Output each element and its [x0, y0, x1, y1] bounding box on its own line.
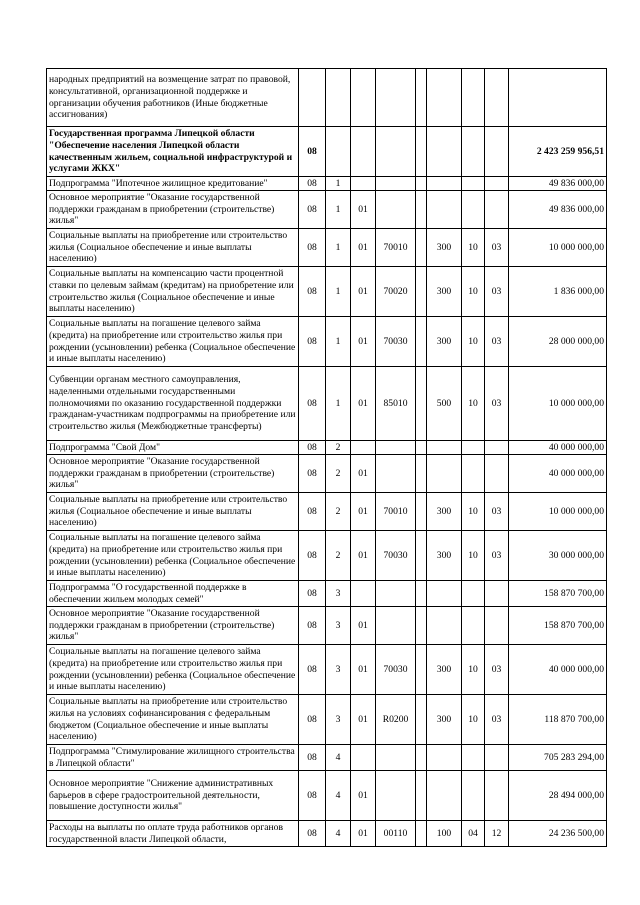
row-name-cell: Основное мероприятие "Оказание государственной поддержки гражданам в приобретении (строительстве) жилья" [47, 455, 299, 493]
row-name-cell: Социальные выплаты на приобретение или строительство жилья (Социальное обеспечение и иные выплаты населению) [47, 229, 299, 267]
budget-table-page [46, 68, 607, 847]
direction-code-cell [376, 177, 416, 191]
row-name-cell: народных предприятий на возмещение затрат по правовой, консультативной, организационной поддержке и организации обучения работников (Иные бюджетные ассигнования) [47, 69, 299, 127]
expense-type-code-cell [427, 177, 462, 191]
subprogram-code-cell: 1 [326, 267, 351, 317]
expense-type-code-cell [427, 441, 462, 455]
section-code-cell: 08 [299, 127, 326, 177]
direction-code-cell: 85010 [376, 367, 416, 441]
section-cell: 10 [462, 531, 485, 581]
table-row [47, 127, 607, 177]
amount-cell: 158 870 700,00 [509, 581, 607, 607]
direction-code-cell [376, 441, 416, 455]
row-name-cell: Государственная программа Липецкой области "Обеспечение населения Липецкой области качественным жильем, социальной инфраструктурой и услугами ЖКХ" [47, 127, 299, 177]
subprogram-code-cell: 3 [326, 607, 351, 645]
main-activity-code-cell: 01 [351, 771, 376, 821]
expense-type-code-cell: 300 [427, 531, 462, 581]
main-activity-code-cell [351, 69, 376, 127]
section-cell: 10 [462, 645, 485, 695]
subsection-cell [485, 441, 509, 455]
subsection-cell: 03 [485, 695, 509, 745]
subprogram-code-cell: 1 [326, 229, 351, 267]
row-name-cell: Основное мероприятие "Оказание государственной поддержки гражданам в приобретении (строительстве) жилья" [47, 191, 299, 229]
main-activity-code-cell [351, 745, 376, 771]
spacer-cell [416, 745, 427, 771]
amount-cell [509, 69, 607, 127]
section-cell [462, 127, 485, 177]
row-name-cell: Социальные выплаты на приобретение или строительство жилья на условиях софинансирования с федеральным бюджетом (Социальное обеспечение и иные выплаты населению) [47, 695, 299, 745]
row-name-cell: Подпрограмма "О государственной поддержке в обеспечении жильем молодых семей" [47, 581, 299, 607]
subsection-cell [485, 127, 509, 177]
table-row [47, 771, 607, 821]
subprogram-code-cell [326, 127, 351, 177]
subsection-cell [485, 455, 509, 493]
spacer-cell [416, 367, 427, 441]
subsection-cell: 03 [485, 367, 509, 441]
section-cell [462, 441, 485, 455]
expense-type-code-cell: 300 [427, 317, 462, 367]
section-cell [462, 191, 485, 229]
spacer-cell [416, 455, 427, 493]
table-row [47, 191, 607, 229]
table-row [47, 69, 607, 127]
expense-type-code-cell: 300 [427, 645, 462, 695]
table-row [47, 745, 607, 771]
direction-code-cell [376, 771, 416, 821]
subsection-cell: 03 [485, 267, 509, 317]
amount-cell: 49 836 000,00 [509, 191, 607, 229]
table-row [47, 821, 607, 847]
subsection-cell [485, 177, 509, 191]
expense-type-code-cell [427, 745, 462, 771]
subprogram-code-cell: 1 [326, 367, 351, 441]
spacer-cell [416, 229, 427, 267]
spacer-cell [416, 695, 427, 745]
table-row [47, 229, 607, 267]
amount-cell: 10 000 000,00 [509, 493, 607, 531]
section-code-cell: 08 [299, 581, 326, 607]
table-row [47, 645, 607, 695]
section-code-cell: 08 [299, 645, 326, 695]
section-cell [462, 745, 485, 771]
row-name-cell: Социальные выплаты на погашение целевого займа (кредита) на приобретение или строительство жилья при рождении (усыновлении) ребенка (Социальное обеспечение и иные выплаты населению) [47, 531, 299, 581]
section-code-cell: 08 [299, 493, 326, 531]
expense-type-code-cell [427, 69, 462, 127]
table-row [47, 177, 607, 191]
expense-type-code-cell [427, 191, 462, 229]
spacer-cell [416, 127, 427, 177]
budget-rows [47, 69, 607, 847]
subprogram-code-cell: 2 [326, 455, 351, 493]
amount-cell: 2 423 259 956,51 [509, 127, 607, 177]
expense-type-code-cell [427, 581, 462, 607]
row-name-cell: Основное мероприятие "Снижение административных барьеров в сфере градостроительной деятельности, повышение доступности жилья" [47, 771, 299, 821]
section-code-cell: 08 [299, 267, 326, 317]
direction-code-cell: 70030 [376, 531, 416, 581]
main-activity-code-cell: 01 [351, 317, 376, 367]
expense-type-code-cell: 300 [427, 695, 462, 745]
amount-cell: 118 870 700,00 [509, 695, 607, 745]
amount-cell: 158 870 700,00 [509, 607, 607, 645]
table-row [47, 607, 607, 645]
subsection-cell [485, 191, 509, 229]
subprogram-code-cell: 3 [326, 645, 351, 695]
main-activity-code-cell [351, 177, 376, 191]
main-activity-code-cell [351, 441, 376, 455]
spacer-cell [416, 191, 427, 229]
section-cell: 04 [462, 821, 485, 847]
direction-code-cell: 00110 [376, 821, 416, 847]
amount-cell: 49 836 000,00 [509, 177, 607, 191]
row-name-cell: Социальные выплаты на погашение целевого займа (кредита) на приобретение или строительство жилья при рождении (усыновлении) ребенка (Социальное обеспечение и иные выплаты населению) [47, 645, 299, 695]
amount-cell: 10 000 000,00 [509, 229, 607, 267]
amount-cell: 30 000 000,00 [509, 531, 607, 581]
section-code-cell [299, 69, 326, 127]
expense-type-code-cell [427, 127, 462, 177]
subprogram-code-cell: 2 [326, 531, 351, 581]
subsection-cell: 12 [485, 821, 509, 847]
section-cell [462, 69, 485, 127]
spacer-cell [416, 441, 427, 455]
section-code-cell: 08 [299, 455, 326, 493]
subprogram-code-cell: 3 [326, 695, 351, 745]
subsection-cell: 03 [485, 317, 509, 367]
section-code-cell: 08 [299, 177, 326, 191]
expense-type-code-cell [427, 455, 462, 493]
row-name-cell: Субвенции органам местного самоуправления, наделенными отдельными государственными полномочиями по оказанию государственной поддержки гражданам-участникам подпрограммы на приобретение или строительство жилья (Межбюджетные трансферты) [47, 367, 299, 441]
budget-table [46, 68, 607, 847]
expense-type-code-cell [427, 607, 462, 645]
amount-cell: 28 494 000,00 [509, 771, 607, 821]
main-activity-code-cell: 01 [351, 607, 376, 645]
main-activity-code-cell: 01 [351, 367, 376, 441]
direction-code-cell: 70030 [376, 645, 416, 695]
spacer-cell [416, 821, 427, 847]
table-row [47, 441, 607, 455]
amount-cell: 28 000 000,00 [509, 317, 607, 367]
section-code-cell: 08 [299, 191, 326, 229]
spacer-cell [416, 645, 427, 695]
section-cell [462, 455, 485, 493]
section-code-cell: 08 [299, 441, 326, 455]
expense-type-code-cell: 300 [427, 267, 462, 317]
subprogram-code-cell: 2 [326, 493, 351, 531]
section-cell: 10 [462, 317, 485, 367]
section-code-cell: 08 [299, 745, 326, 771]
amount-cell: 40 000 000,00 [509, 645, 607, 695]
main-activity-code-cell: 01 [351, 455, 376, 493]
main-activity-code-cell: 01 [351, 695, 376, 745]
table-row [47, 317, 607, 367]
amount-cell: 1 836 000,00 [509, 267, 607, 317]
row-name-cell: Подпрограмма "Свой Дом" [47, 441, 299, 455]
row-name-cell: Основное мероприятие "Оказание государственной поддержки гражданам в приобретении (строительстве) жилья" [47, 607, 299, 645]
section-code-cell: 08 [299, 695, 326, 745]
subsection-cell: 03 [485, 645, 509, 695]
subsection-cell: 03 [485, 531, 509, 581]
direction-code-cell: 70030 [376, 317, 416, 367]
row-name-cell: Подпрограмма "Ипотечное жилищное кредитование" [47, 177, 299, 191]
subprogram-code-cell: 4 [326, 771, 351, 821]
section-cell [462, 771, 485, 821]
table-row [47, 367, 607, 441]
direction-code-cell: R0200 [376, 695, 416, 745]
main-activity-code-cell: 01 [351, 191, 376, 229]
section-cell [462, 581, 485, 607]
direction-code-cell [376, 455, 416, 493]
direction-code-cell [376, 69, 416, 127]
section-code-cell: 08 [299, 229, 326, 267]
expense-type-code-cell: 100 [427, 821, 462, 847]
amount-cell: 24 236 500,00 [509, 821, 607, 847]
section-cell: 10 [462, 493, 485, 531]
table-row [47, 695, 607, 745]
section-code-cell: 08 [299, 317, 326, 367]
subprogram-code-cell: 1 [326, 177, 351, 191]
expense-type-code-cell [427, 771, 462, 821]
direction-code-cell [376, 191, 416, 229]
spacer-cell [416, 69, 427, 127]
row-name-cell: Социальные выплаты на погашение целевого займа (кредита) на приобретение или строительство жилья при рождении (усыновлении) ребенка (Социальное обеспечение и иные выплаты населению) [47, 317, 299, 367]
direction-code-cell [376, 607, 416, 645]
subsection-cell: 03 [485, 493, 509, 531]
direction-code-cell: 70010 [376, 229, 416, 267]
section-cell: 10 [462, 367, 485, 441]
table-row [47, 581, 607, 607]
section-code-cell: 08 [299, 771, 326, 821]
expense-type-code-cell: 500 [427, 367, 462, 441]
row-name-cell: Подпрограмма "Стимулирование жилищного строительства в Липецкой области" [47, 745, 299, 771]
direction-code-cell [376, 127, 416, 177]
subprogram-code-cell: 4 [326, 821, 351, 847]
row-name-cell: Социальные выплаты на компенсацию части процентной ставки по целевым займам (кредитам) на приобретение или строительство жилья (Социальное обеспечение и иные выплаты населению) [47, 267, 299, 317]
main-activity-code-cell: 01 [351, 229, 376, 267]
subprogram-code-cell: 3 [326, 581, 351, 607]
row-name-cell: Расходы на выплаты по оплате труда работников органов государственной власти Липецкой области, [47, 821, 299, 847]
main-activity-code-cell: 01 [351, 493, 376, 531]
direction-code-cell [376, 745, 416, 771]
subsection-cell [485, 581, 509, 607]
spacer-cell [416, 177, 427, 191]
amount-cell: 705 283 294,00 [509, 745, 607, 771]
subprogram-code-cell [326, 69, 351, 127]
spacer-cell [416, 771, 427, 821]
subsection-cell: 03 [485, 229, 509, 267]
section-cell: 10 [462, 267, 485, 317]
main-activity-code-cell [351, 581, 376, 607]
amount-cell: 40 000 000,00 [509, 441, 607, 455]
subprogram-code-cell: 1 [326, 191, 351, 229]
main-activity-code-cell: 01 [351, 531, 376, 581]
section-cell: 10 [462, 229, 485, 267]
spacer-cell [416, 317, 427, 367]
expense-type-code-cell: 300 [427, 229, 462, 267]
main-activity-code-cell: 01 [351, 267, 376, 317]
amount-cell: 10 000 000,00 [509, 367, 607, 441]
direction-code-cell: 70010 [376, 493, 416, 531]
subsection-cell [485, 745, 509, 771]
section-code-cell: 08 [299, 531, 326, 581]
amount-cell: 40 000 000,00 [509, 455, 607, 493]
section-code-cell: 08 [299, 821, 326, 847]
subsection-cell [485, 607, 509, 645]
spacer-cell [416, 267, 427, 317]
table-row [47, 455, 607, 493]
section-code-cell: 08 [299, 367, 326, 441]
main-activity-code-cell [351, 127, 376, 177]
spacer-cell [416, 581, 427, 607]
table-row [47, 267, 607, 317]
subprogram-code-cell: 1 [326, 317, 351, 367]
main-activity-code-cell: 01 [351, 821, 376, 847]
section-code-cell: 08 [299, 607, 326, 645]
direction-code-cell [376, 581, 416, 607]
spacer-cell [416, 607, 427, 645]
expense-type-code-cell: 300 [427, 493, 462, 531]
subsection-cell [485, 69, 509, 127]
section-cell: 10 [462, 695, 485, 745]
section-cell [462, 177, 485, 191]
direction-code-cell: 70020 [376, 267, 416, 317]
subsection-cell [485, 771, 509, 821]
subprogram-code-cell: 4 [326, 745, 351, 771]
section-cell [462, 607, 485, 645]
subprogram-code-cell: 2 [326, 441, 351, 455]
spacer-cell [416, 531, 427, 581]
row-name-cell: Социальные выплаты на приобретение или строительство жилья (Социальное обеспечение и иные выплаты населению) [47, 493, 299, 531]
main-activity-code-cell: 01 [351, 645, 376, 695]
table-row [47, 493, 607, 531]
table-row [47, 531, 607, 581]
spacer-cell [416, 493, 427, 531]
